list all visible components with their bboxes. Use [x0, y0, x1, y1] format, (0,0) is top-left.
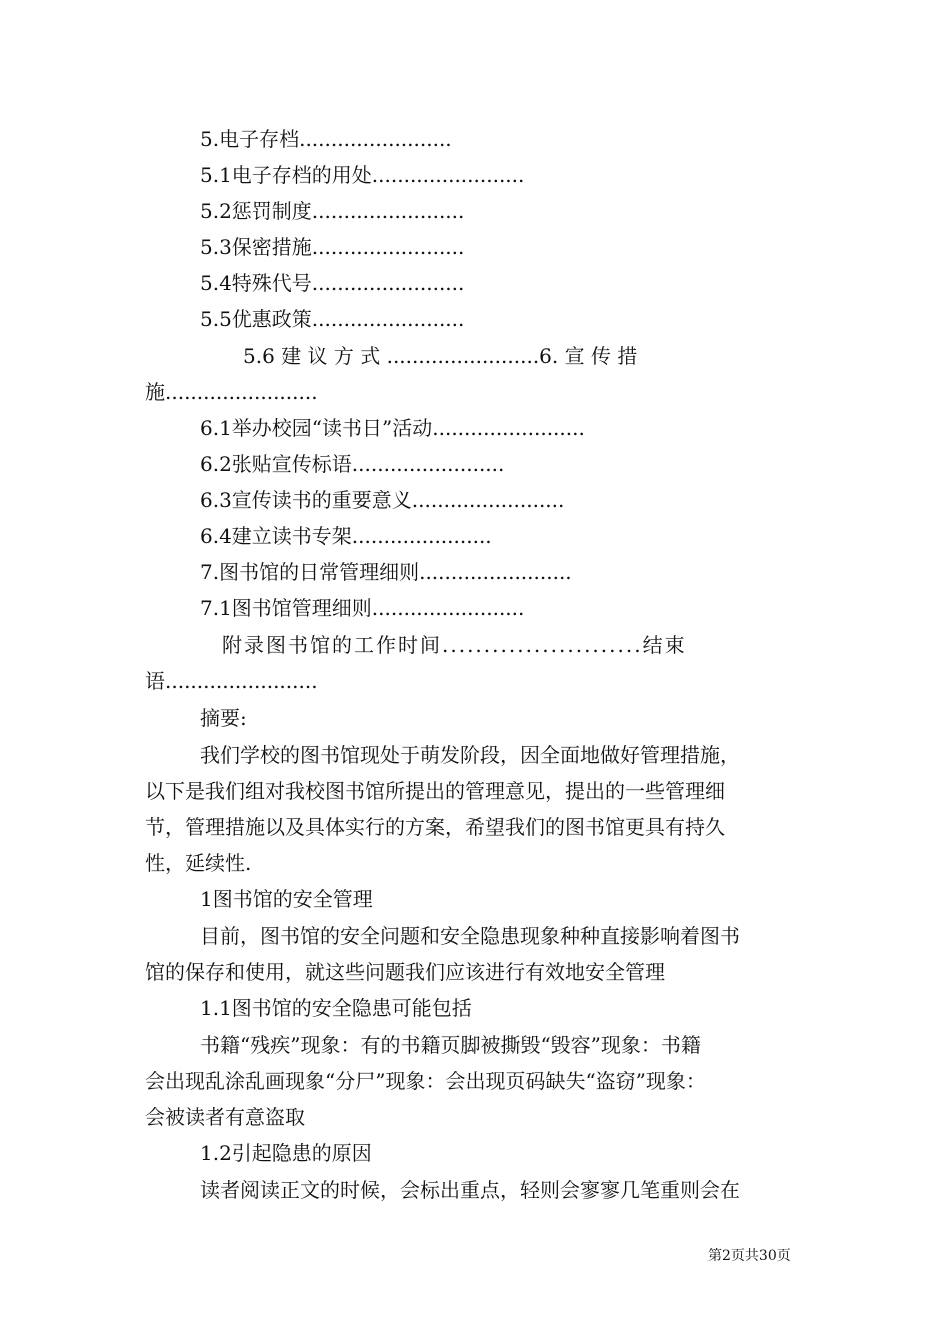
- toc-entry: 5.2惩罚制度........................: [200, 199, 465, 223]
- section-heading: 1.1图书馆的安全隐患可能包括: [200, 996, 472, 1020]
- section-heading: 1.2引起隐患的原因: [200, 1141, 372, 1165]
- toc-entry: 5.3保密措施........................: [200, 235, 465, 259]
- toc-entry: 5.4特殊代号........................: [200, 271, 465, 295]
- abstract-line: 我们学校的图书馆现处于萌发阶段，因全面地做好管理措施，: [200, 743, 740, 767]
- toc-entry-wrapped-cont: 语........................: [145, 669, 318, 693]
- paragraph-line: 会出现乱涂乱画现象“分尸”现象：会出现页码缺失“盗窃”现象：: [145, 1069, 706, 1093]
- toc-entry-wrapped: 5.6 建 议 方 式 ........................6. 宣 传 措: [243, 344, 638, 368]
- toc-entry-wrapped-cont: 施........................: [145, 380, 318, 404]
- section-heading: 1图书馆的安全管理: [200, 887, 373, 911]
- paragraph-line: 读者阅读正文的时候，会标出重点，轻则会寥寥几笔重则会在: [200, 1178, 740, 1202]
- page-number-footer: 第2页共30页: [708, 1248, 791, 1264]
- toc-entry: 6.2张贴宣传标语........................: [200, 452, 505, 476]
- paragraph-line: 馆的保存和使用，就这些问题我们应该进行有效地安全管理: [145, 960, 665, 984]
- abstract-line: 节，管理措施以及具体实行的方案，希望我们的图书馆更具有持久: [145, 815, 725, 839]
- toc-entry: 6.4建立读书专架......................: [200, 524, 492, 548]
- toc-entry: 7.1图书馆管理细则........................: [200, 596, 525, 620]
- toc-entry: 5.电子存档........................: [200, 127, 452, 151]
- toc-entry: 5.1电子存档的用处........................: [200, 163, 525, 187]
- paragraph-line: 目前，图书馆的安全问题和安全隐患现象种种直接影响着图书: [200, 924, 740, 948]
- abstract-line: 性，延续性.: [145, 851, 252, 875]
- abstract-line: 以下是我们组对我校图书馆所提出的管理意见，提出的一些管理细: [145, 779, 725, 803]
- abstract-label: 摘要:: [200, 706, 247, 730]
- toc-entry: 7.图书馆的日常管理细则........................: [200, 560, 572, 584]
- toc-entry-wrapped: 附录图书馆的工作时间........................结束: [222, 633, 687, 657]
- toc-entry: 6.1举办校园“读书日”活动........................: [200, 416, 585, 440]
- toc-entry: 6.3宣传读书的重要意义........................: [200, 488, 565, 512]
- paragraph-line: 会被读者有意盗取: [145, 1105, 305, 1129]
- toc-entry: 5.5优惠政策........................: [200, 307, 465, 331]
- paragraph-line: 书籍“残疾”现象：有的书籍页脚被撕毁“毁容”现象：书籍: [200, 1033, 701, 1057]
